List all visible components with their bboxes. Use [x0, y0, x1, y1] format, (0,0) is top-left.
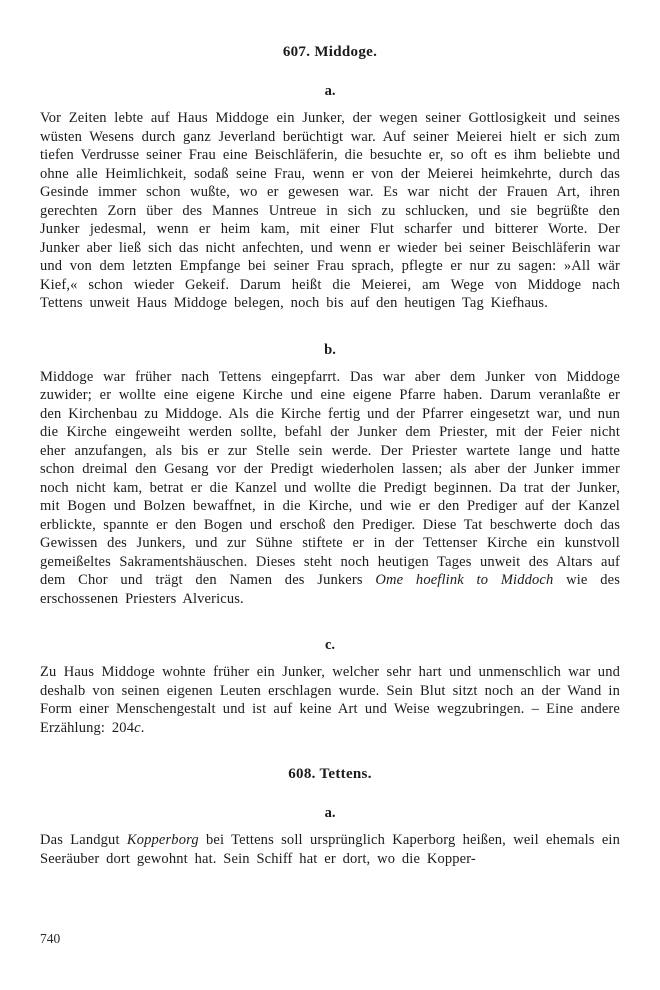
- subsection-label-607b: b.: [324, 341, 336, 358]
- paragraph-607b: Middoge war früher nach Tettens eingepfarrt. Das war aber dem Junker von Middoge zuwider; er wollte eine eigene Kirche und eine eigene Pfarre haben. Darum veranlaßte er den Kirchenbau zu Middoge. Als die Kirche fertig und der Pfarrer eingesetzt war, und nun die Kirche eingeweiht werden sollte, befahl der Junker dem Priester, mit der Feier nicht eher anzufangen, als bis er zur Stelle sein werde. Der Priester wartete lange und hatte schon dreimal den Gesang vor der Predigt wiederholen lassen; als aber der Junker immer noch nicht kam, betrat er die Kanzel und wollte die Predigt beginnen. Da trat der Junker, mit Bogen und Bolzen bewaffnet, in die Kirche, und wie er den Prediger auf der Kanzel erblickte, spannte er den Bogen und erschoß den Prediger. Diese Tat beschwerte doch das Gewissen des Junkers, und zur Sühne stiftete er in der Tettenser Kirche ein kunstvoll gemeißeltes Sakramentshäuschen. Dieses steht noch heutigen Tages unweit des Altars auf dem Chor und trägt den Namen des Junkers Ome hoeflink to Middoch wie des erschossenen Priesters Alvericus.: [40, 368, 621, 607]
- page-number: 740: [40, 931, 61, 946]
- subsection-label-607a: a.: [324, 83, 336, 99]
- paragraph-607a: Vor Zeiten lebte auf Haus Middoge ein Junker, der wegen seiner Gottlosigkeit und seines wüsten Wesens durch ganz Jeverland berüchtigt war. Auf seiner Meierei hielt er sich zum tiefen Verdrusse seiner Frau eine Beischläferin, die besuchte er, so oft es ihm beliebte und ohne alle Heimlichkeit, sodaß seine Frau, wenn er von der Meierei heimkehrte, durch das Gesinde immer schon wußte, wo er gewesen war. Es war nicht der Frauen Art, ihren gerechten Zorn über des Mannes Untreue in sich zu schlucken, und sie begrüßte den Junker jedesmal, wenn er heim kam, mit einer Flut scharfer und bitterer Worte. Der Junker aber ließ sich das nicht anfechten, und wenn er wieder bei seiner Beischläferin war und von dem letzten Empfange bei seiner Frau sprach, pflegte er nur zu sagen: »All wär Kief,« schon wieder Gekeif. Darum heißt die Meierei, am Wege von Middoge nach Tettens unweit Haus Middoge belegen, noch bis auf den heutigen Tag Kiefhaus.: [40, 110, 620, 311]
- subsection-label-608a: a.: [324, 805, 336, 821]
- section-heading-608: 608. Tettens.: [288, 766, 372, 782]
- section-heading-607: 607. Middoge.: [282, 44, 378, 60]
- paragraph-608a: Das Landgut Kopperborg bei Tettens soll ursprünglich Kaperborg heißen, weil ehemals ein Seeräuber dort gewohnt hat. Sein Schiff hat er dort, wo die Kopper-: [40, 832, 621, 867]
- paragraph-607c: Zu Haus Middoge wohnte früher ein Junker, welcher sehr hart und unmenschlich war und deshalb von seinen eigenen Leuten erschlagen wurde. Sein Blut sitzt noch an der Wand in Form einer Menschengestalt und ist auf keine Art und Weise wegzubringen. – Eine andere Erzählung: 204c.: [40, 664, 620, 736]
- subsection-label-607c: c.: [324, 637, 336, 653]
